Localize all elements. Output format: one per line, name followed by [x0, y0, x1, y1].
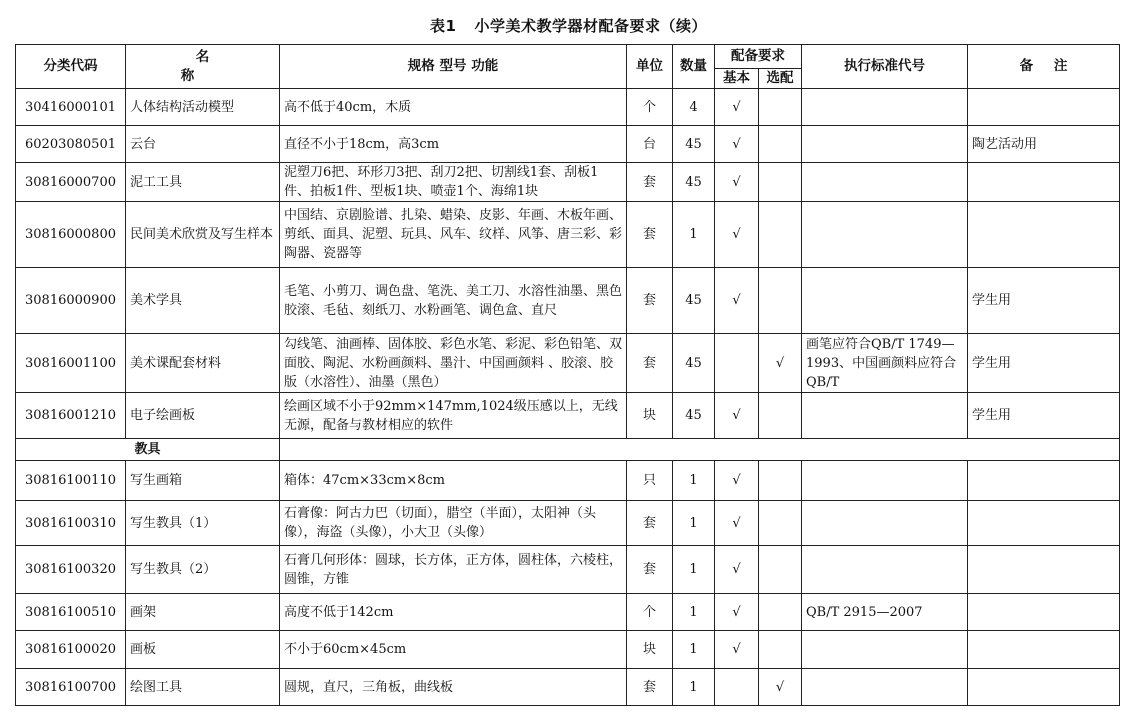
- cell-basic: √: [715, 461, 759, 501]
- page-title: [0, 12, 1137, 40]
- cell-basic: √: [715, 631, 759, 669]
- cell-standard: [802, 461, 968, 501]
- cell-name: 云台: [126, 126, 280, 163]
- table-row: [16, 546, 1120, 594]
- cell-spec: 泥塑刀6把、环形刀3把、刮刀2把、切割线1套、刮板1件、拍板1件、型板1块、喷壶1个、海绵1块: [280, 163, 627, 202]
- cell-basic: √: [715, 89, 759, 126]
- cell-code: 30816100310: [16, 501, 126, 546]
- cell-name: 人体结构活动模型: [126, 89, 280, 126]
- cell-optional: [759, 461, 802, 501]
- cell-note: [968, 89, 1120, 126]
- cell-optional: [759, 594, 802, 631]
- cell-qty: 1: [673, 546, 715, 594]
- table-row: [16, 501, 1120, 546]
- header-code: 分类代码: [16, 45, 126, 89]
- cell-unit: 套: [627, 268, 673, 334]
- header-qty: 数量: [673, 45, 715, 89]
- cell-code: 30416000101: [16, 89, 126, 126]
- cell-name: 电子绘画板: [126, 393, 280, 439]
- cell-optional: [759, 89, 802, 126]
- table-row: [16, 126, 1120, 163]
- section-label: 教具: [16, 439, 280, 461]
- cell-note: [968, 669, 1120, 706]
- cell-basic: √: [715, 546, 759, 594]
- cell-unit: 块: [627, 393, 673, 439]
- cell-qty: 1: [673, 594, 715, 631]
- section-row: [16, 439, 1120, 461]
- cell-basic: [715, 669, 759, 706]
- cell-name: 写生教具（2）: [126, 546, 280, 594]
- cell-standard: [802, 669, 968, 706]
- cell-code: 30816100510: [16, 594, 126, 631]
- cell-name: 绘图工具: [126, 669, 280, 706]
- cell-note: [968, 202, 1120, 268]
- cell-optional: √: [759, 669, 802, 706]
- cell-name: 画板: [126, 631, 280, 669]
- cell-qty: 45: [673, 126, 715, 163]
- table-row: [16, 89, 1120, 126]
- header-standard: 执行标准代号: [802, 45, 968, 89]
- cell-qty: 1: [673, 669, 715, 706]
- cell-unit: 套: [627, 334, 673, 393]
- cell-code: 30816000900: [16, 268, 126, 334]
- cell-code: 30816100020: [16, 631, 126, 669]
- cell-standard: [802, 89, 968, 126]
- cell-spec: 毛笔、小剪刀、调色盘、笔洗、美工刀、水溶性油墨、黑色胶滚、毛毡、刻纸刀、水粉画笔、调色盒、直尺: [280, 268, 627, 334]
- cell-code: 30816100320: [16, 546, 126, 594]
- cell-optional: [759, 631, 802, 669]
- cell-code: 60203080501: [16, 126, 126, 163]
- cell-optional: [759, 393, 802, 439]
- cell-basic: √: [715, 126, 759, 163]
- cell-spec: 石膏几何形体：圆球，长方体，正方体，圆柱体，六棱柱，圆锥，方锥: [280, 546, 627, 594]
- cell-standard: [802, 268, 968, 334]
- header-basic: 基本: [715, 69, 759, 89]
- cell-note: [968, 631, 1120, 669]
- cell-note: 学生用: [968, 268, 1120, 334]
- cell-code: 30816000700: [16, 163, 126, 202]
- header-requirement: 配备要求: [715, 45, 802, 69]
- cell-note: 陶艺活动用: [968, 126, 1120, 163]
- cell-unit: 个: [627, 594, 673, 631]
- cell-standard: [802, 202, 968, 268]
- cell-qty: 1: [673, 631, 715, 669]
- table-row: [16, 163, 1120, 202]
- table-row: [16, 334, 1120, 393]
- cell-spec: 圆规，直尺，三角板，曲线板: [280, 669, 627, 706]
- cell-note: 学生用: [968, 334, 1120, 393]
- cell-qty: 4: [673, 89, 715, 126]
- cell-unit: 套: [627, 546, 673, 594]
- cell-standard: 画笔应符合QB/T 1749—1993、中国画颜料应符合QB/T: [802, 334, 968, 393]
- cell-unit: 个: [627, 89, 673, 126]
- cell-note: [968, 501, 1120, 546]
- cell-optional: [759, 268, 802, 334]
- cell-note: [968, 594, 1120, 631]
- cell-spec: 高度不低于142cm: [280, 594, 627, 631]
- cell-unit: 只: [627, 461, 673, 501]
- cell-name: 民间美术欣赏及写生样本: [126, 202, 280, 268]
- cell-qty: 45: [673, 163, 715, 202]
- cell-qty: 1: [673, 202, 715, 268]
- cell-unit: 套: [627, 669, 673, 706]
- header-unit: 单位: [627, 45, 673, 89]
- cell-note: 学生用: [968, 393, 1120, 439]
- cell-code: 30816000800: [16, 202, 126, 268]
- table-number: 表1: [430, 17, 457, 35]
- cell-qty: 45: [673, 393, 715, 439]
- cell-code: 30816001210: [16, 393, 126, 439]
- cell-standard: [802, 393, 968, 439]
- cell-code: 30816001100: [16, 334, 126, 393]
- table-row: [16, 461, 1120, 501]
- cell-standard: [802, 631, 968, 669]
- header-note: 备 注: [968, 45, 1120, 89]
- table-row: [16, 202, 1120, 268]
- cell-basic: √: [715, 268, 759, 334]
- cell-name: 写生画箱: [126, 461, 280, 501]
- cell-standard: QB/T 2915—2007: [802, 594, 968, 631]
- cell-spec: 直径不小于18cm，高3cm: [280, 126, 627, 163]
- cell-qty: 1: [673, 501, 715, 546]
- cell-name: 美术课配套材料: [126, 334, 280, 393]
- cell-unit: 块: [627, 631, 673, 669]
- cell-name: 画架: [126, 594, 280, 631]
- cell-basic: √: [715, 163, 759, 202]
- cell-note: [968, 461, 1120, 501]
- cell-spec: 不小于60cm×45cm: [280, 631, 627, 669]
- cell-code: 30816100110: [16, 461, 126, 501]
- cell-name: 美术学具: [126, 268, 280, 334]
- cell-basic: [715, 334, 759, 393]
- cell-standard: [802, 501, 968, 546]
- cell-name: 泥工工具: [126, 163, 280, 202]
- cell-optional: [759, 546, 802, 594]
- table-row: [16, 631, 1120, 669]
- cell-standard: [802, 163, 968, 202]
- cell-basic: √: [715, 202, 759, 268]
- cell-optional: [759, 501, 802, 546]
- cell-basic: √: [715, 501, 759, 546]
- cell-optional: [759, 163, 802, 202]
- cell-unit: 台: [627, 126, 673, 163]
- cell-optional: [759, 202, 802, 268]
- cell-note: [968, 163, 1120, 202]
- table-title: 小学美术教学器材配备要求（续）: [474, 17, 707, 35]
- table-row: [16, 268, 1120, 334]
- cell-spec: 箱体：47cm×33cm×8cm: [280, 461, 627, 501]
- cell-qty: 45: [673, 334, 715, 393]
- header-optional: 选配: [759, 69, 802, 89]
- cell-spec: 石膏像：阿古力巴（切面），腊空（半面），太阳神（头像），海盗（头像），小大卫（头像）: [280, 501, 627, 546]
- cell-code: 30816100700: [16, 669, 126, 706]
- cell-unit: 套: [627, 163, 673, 202]
- header-name: 名 称: [126, 45, 280, 89]
- cell-basic: √: [715, 594, 759, 631]
- cell-optional: √: [759, 334, 802, 393]
- cell-spec: 勾线笔、油画棒、固体胶、彩色水笔、彩泥、彩色铅笔、双面胶、陶泥、水粉画颜料、墨汁、中国画颜料 、胶滚、胶版（水溶性）、油墨（黑色）: [280, 334, 627, 393]
- cell-name: 写生教具（1）: [126, 501, 280, 546]
- cell-optional: [759, 126, 802, 163]
- cell-spec: 高不低于40cm，木质: [280, 89, 627, 126]
- cell-standard: [802, 126, 968, 163]
- cell-spec: 中国结、京剧脸谱、扎染、蜡染、皮影、年画、木板年画、剪纸、面具、泥塑、玩具、风车、纹样、风筝、唐三彩、彩陶器、瓷器等: [280, 202, 627, 268]
- table-row: [16, 669, 1120, 706]
- section-blank: [280, 439, 1120, 461]
- cell-unit: 套: [627, 202, 673, 268]
- cell-standard: [802, 546, 968, 594]
- cell-qty: 1: [673, 461, 715, 501]
- header-spec: 规格 型号 功能: [280, 45, 627, 89]
- cell-note: [968, 546, 1120, 594]
- equipment-table: [15, 44, 1120, 706]
- cell-qty: 45: [673, 268, 715, 334]
- cell-spec: 绘画区域不小于92mm×147mm,1024级压感以上，无线无源，配备与教材相应的软件: [280, 393, 627, 439]
- cell-unit: 套: [627, 501, 673, 546]
- table-row: [16, 594, 1120, 631]
- cell-basic: √: [715, 393, 759, 439]
- table-row: [16, 393, 1120, 439]
